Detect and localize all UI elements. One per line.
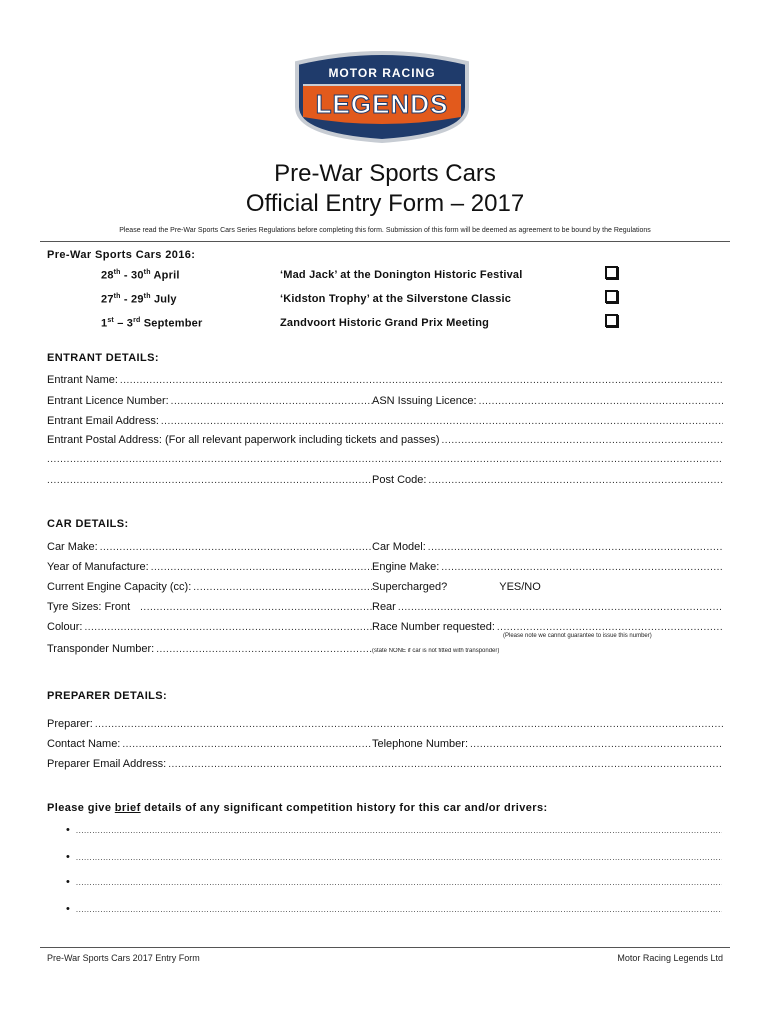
entrant-email-label: Entrant Email Address: <box>47 415 159 427</box>
event-checkbox[interactable] <box>605 290 618 303</box>
event-date: 1st – 3rd September <box>101 317 203 330</box>
engine-make-field[interactable] <box>372 561 723 573</box>
car-row <box>47 561 723 573</box>
preparer-field[interactable] <box>47 718 723 730</box>
motor-racing-legends-logo <box>289 45 475 143</box>
asn-label: ASN Issuing Licence: <box>372 395 477 407</box>
postcode-label: Post Code: <box>372 474 427 486</box>
supercharged-field[interactable] <box>372 581 723 593</box>
yes-no-option[interactable]: YES/NO <box>499 581 541 593</box>
preparer-label: Preparer: <box>47 718 93 730</box>
race-number-label: Race Number requested: <box>372 621 495 633</box>
car-row <box>47 581 723 593</box>
entrant-name-label: Entrant Name: <box>47 374 118 386</box>
history-line[interactable] <box>66 824 722 836</box>
car-model-field[interactable] <box>372 541 723 553</box>
supercharged-label: Supercharged? <box>372 581 448 593</box>
event-checkbox[interactable] <box>605 266 618 279</box>
bullet-icon: • <box>66 824 70 836</box>
preparer-row <box>47 738 723 750</box>
car-row <box>47 643 723 655</box>
preparer-heading: PREPARER DETAILS: <box>47 690 168 702</box>
tyre-rear-field[interactable] <box>372 601 723 613</box>
postcode-field[interactable] <box>372 474 723 486</box>
footer-divider <box>40 947 730 948</box>
event-date: 27th - 29th July <box>101 293 177 306</box>
car-make-field[interactable] <box>47 541 372 553</box>
telephone-label: Telephone Number: <box>372 738 469 750</box>
year-label: Year of Manufacture: <box>47 561 149 573</box>
intro-text: Please read the Pre-War Sports Cars Series Regulations before completing this form. Submission of this form will be deemed as agreement to be bound by the Regulations <box>119 227 651 234</box>
rear-label: Rear <box>372 601 396 613</box>
colour-field[interactable] <box>47 621 372 633</box>
history-line[interactable] <box>66 903 722 915</box>
entrant-email-field[interactable] <box>47 415 723 427</box>
event-name: Zandvoort Historic Grand Prix Meeting <box>280 317 490 329</box>
event-checkbox[interactable] <box>605 314 618 327</box>
car-row <box>47 601 723 613</box>
history-line[interactable] <box>66 876 722 888</box>
capacity-label: Current Engine Capacity (cc): <box>47 581 192 593</box>
car-row <box>47 621 723 633</box>
footer-left: Pre-War Sports Cars 2017 Entry Form <box>47 953 200 963</box>
event-name: ‘Mad Jack’ at the Donington Historic Festival <box>280 269 523 281</box>
postal-address-label: Entrant Postal Address: (For all relevant paperwork including tickets and passes) <box>47 434 440 446</box>
contact-name-field[interactable] <box>47 738 372 750</box>
asn-field[interactable] <box>372 395 723 407</box>
race-number-field[interactable] <box>372 621 723 633</box>
transponder-label: Transponder Number: <box>47 643 155 655</box>
entrant-name-field[interactable] <box>47 374 723 386</box>
licence-label: Entrant Licence Number: <box>47 395 169 407</box>
logo-line1: MOTOR RACING <box>328 66 436 80</box>
footer-right: Motor Racing Legends Ltd <box>617 953 723 963</box>
bullet-icon: • <box>66 903 70 915</box>
car-model-label: Car Model: <box>372 541 426 553</box>
preparer-email-label: Preparer Email Address: <box>47 758 167 770</box>
postal-address-line[interactable] <box>47 475 372 486</box>
event-name: ‘Kidston Trophy’ at the Silverstone Classic <box>280 293 512 305</box>
events-heading: Pre-War Sports Cars 2016: <box>47 249 196 261</box>
car-make-label: Car Make: <box>47 541 98 553</box>
engine-make-label: Engine Make: <box>372 561 440 573</box>
telephone-field[interactable] <box>372 738 723 750</box>
transponder-note-area <box>372 648 723 654</box>
tyre-front-field[interactable] <box>47 601 372 613</box>
tyre-label: Tyre Sizes: Front <box>47 601 131 613</box>
event-date: 28th - 30th April <box>101 269 180 282</box>
postcode-row <box>47 474 723 486</box>
entrant-heading: ENTRANT DETAILS: <box>47 352 159 364</box>
page-title: Pre-War Sports Cars <box>274 160 496 187</box>
licence-number-field[interactable] <box>47 395 372 407</box>
colour-label: Colour: <box>47 621 83 633</box>
car-row <box>47 541 723 553</box>
preparer-email-field[interactable] <box>47 758 723 770</box>
logo-line2: LEGENDS <box>315 89 449 119</box>
capacity-field[interactable] <box>47 581 372 593</box>
postal-address-field[interactable] <box>47 434 723 446</box>
divider <box>40 241 730 242</box>
postal-address-line[interactable] <box>47 454 723 465</box>
contact-name-label: Contact Name: <box>47 738 121 750</box>
history-line[interactable] <box>66 851 722 863</box>
transponder-note: (state NONE if car is not fitted with transponder) <box>372 648 500 654</box>
year-field[interactable] <box>47 561 372 573</box>
bullet-icon: • <box>66 851 70 863</box>
history-heading: Please give brief details of any significant competition history for this car and/or drivers: <box>47 802 548 814</box>
transponder-field[interactable] <box>47 643 372 655</box>
page-subtitle: Official Entry Form – 2017 <box>245 190 525 217</box>
race-number-note: (Please note we cannot guarantee to issue this number) <box>503 633 652 639</box>
bullet-icon: • <box>66 876 70 888</box>
car-heading: CAR DETAILS: <box>47 518 129 530</box>
licence-row <box>47 395 723 407</box>
